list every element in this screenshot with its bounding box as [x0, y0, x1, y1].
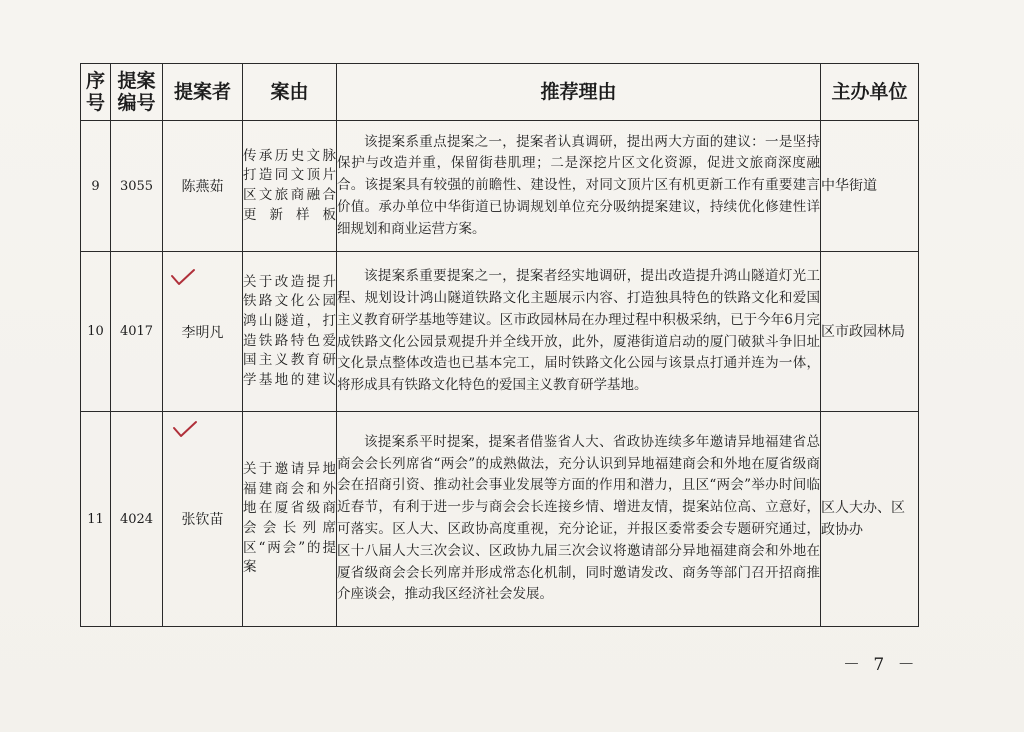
cell-reason — [337, 252, 821, 412]
cell-num: 10 — [81, 252, 111, 412]
cell-num: 9 — [81, 121, 111, 252]
cell-code: 3055 — [111, 121, 163, 252]
page-number: － 7 － — [843, 655, 919, 675]
header-unit: 主办单位 — [821, 64, 919, 121]
proposals-table — [80, 63, 919, 627]
cell-subject: 关于改造提升铁路文化公园鸿山隧道，打造铁路特色爱国主义教育研学基地的建议 — [243, 252, 337, 412]
cell-num: 11 — [81, 412, 111, 627]
cell-subject: 传承历史文脉 打造同文顶片区文旅商融合更新样板 — [243, 121, 337, 252]
cell-unit: 区人大办、区政协办 — [821, 412, 919, 627]
reason-text: 该提案系重点提案之一，提案者认真调研，提出两大方面的建议：一是坚持保护与改造并重，保留街巷肌理；二是深挖片区文化资源，促进文旅商深度融合。该提案具有较强的前瞻性、建设性，对同文顶片区有机更新工作有重要建言价值。承办单位中华街道已协调规划单位充分吸纳提案建议，持续优化修建性详细规划和商业运营方案。 — [337, 133, 820, 237]
header-num: 序号 — [81, 64, 111, 121]
reason-text: 该提案系重要提案之一，提案者经实地调研，提出改造提升鸿山隧道灯光工程、规划设计鸿山隧道铁路文化主题展示内容、打造独具特色的铁路文化和爱国主义教育研学基地等建议。区市政园林局在办理过程中积极采纳，已于今年6月完成铁路文化公园景观提升并全线开放，此外，厦港街道启动的厦门破狱斗争旧址文化景点整体改造也已基本完工，届时铁路文化公园与该景点打通并连为一体，将形成具有铁路文化特色的爱国主义教育研学基地。 — [337, 268, 820, 394]
header-code: 提案编号 — [111, 64, 163, 121]
header-proposer: 提案者 — [163, 64, 243, 121]
cell-proposer: 陈燕茹 — [163, 121, 243, 252]
cell-code: 4017 — [111, 252, 163, 412]
cell-proposer: 张钦苗 — [163, 412, 243, 627]
cell-reason — [337, 412, 821, 627]
header-reason: 推荐理由 — [337, 64, 821, 121]
cell-reason — [337, 121, 821, 252]
checkmark-icon — [172, 420, 198, 440]
cell-subject: 关于邀请异地福建商会和外地在厦省级商会会长列席区“两会”的提案 — [243, 412, 337, 627]
table-row — [81, 252, 919, 412]
table-row — [81, 121, 919, 252]
checkmark-icon — [170, 268, 196, 288]
cell-unit: 区市政园林局 — [821, 252, 919, 412]
cell-proposer: 李明凡 — [163, 252, 243, 412]
table-row — [81, 412, 919, 627]
table-header-row — [81, 64, 919, 121]
cell-code: 4024 — [111, 412, 163, 627]
cell-unit: 中华街道 — [821, 121, 919, 252]
reason-text: 该提案系平时提案，提案者借鉴省人大、省政协连续多年邀请异地福建省总商会会长列席省“两会”的成熟做法，充分认识到异地福建商会和外地在厦省级商会在招商引资、推动社会事业发展等方面的作用和潜力，且区“两会”举办时间临近春节，有利于进一步与商会会长连接乡情、增进友情，提案站位高、立意好，可落实。区人大、区政协高度重视，充分论证，并报区委常委会专题研究通过，区十八届人大三次会议、区政协九届三次会议将邀请部分异地福建商会和外地在厦省级商会会长列席并形成常态化机制，同时邀请发改、商务等部门召开招商推介座谈会，推动我区经济社会发展。 — [337, 433, 820, 603]
header-subject: 案由 — [243, 64, 337, 121]
